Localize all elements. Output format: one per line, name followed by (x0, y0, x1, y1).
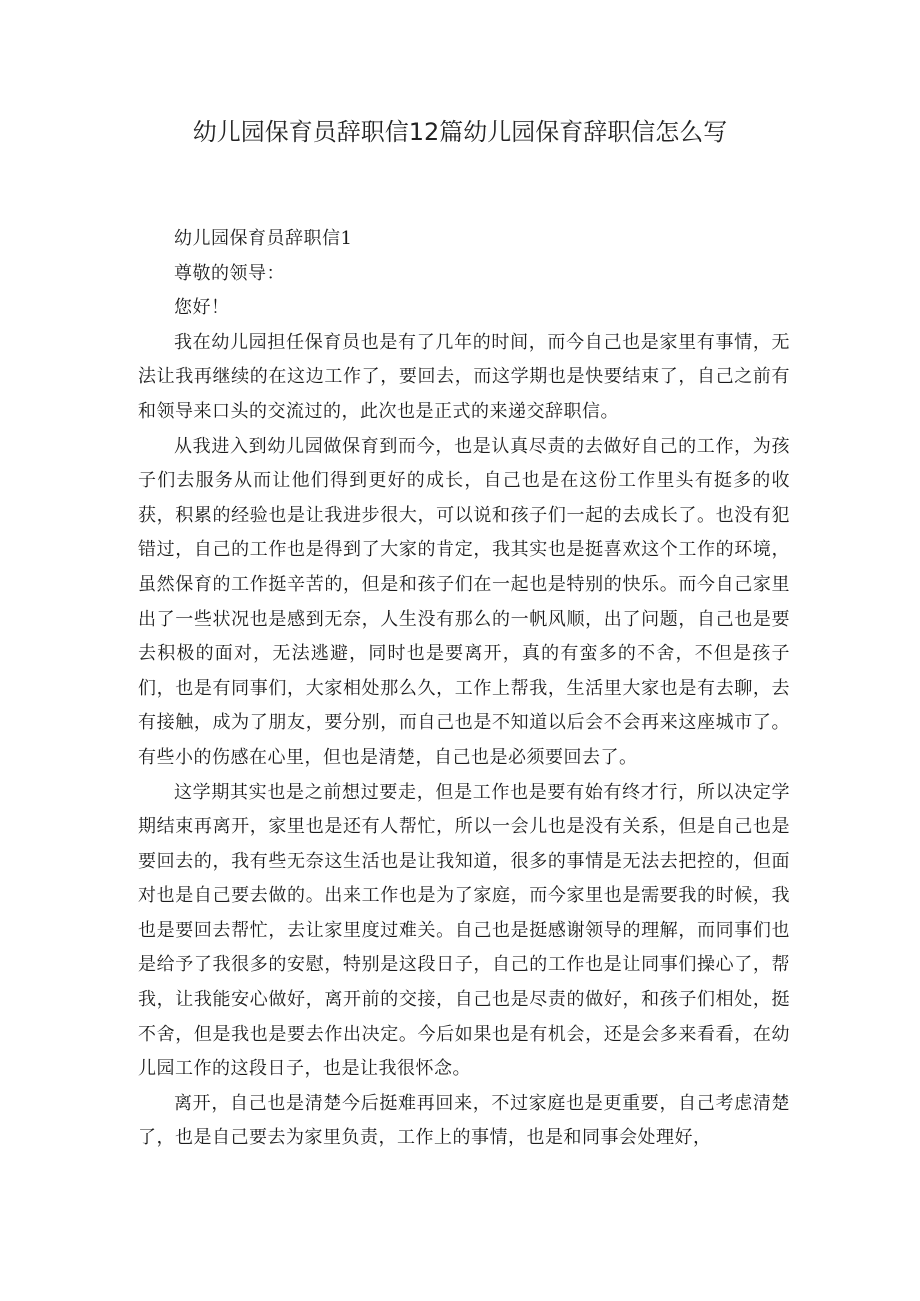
greeting: 您好！ (174, 297, 230, 319)
paragraph: 这学期其实也是之前想过要走，但是工作也是要有始有终才行，所以决定学期结束再离开，家里也是还有人帮忙，所以一会儿也是没有关系，但是自己也是要回去的，我有些无奈这生活也是让我知道，很多的事情是无法去把控的，但面对也是自己要去做的。出来工作也是为了家庭，而今家里也是需要我的时候，我也是要回去帮忙，去让家里度过难关。自己也是挺感谢领导的理解，而同事们也是给予了我很多的安慰，特别是这段日子，自己的工作也是让同事们操心了，帮我，让我能安心做好，离开前的交接，自己也是尽责的做好，和孩子们相处，挺不舍，但是我也是要去作出决定。今后如果也是有机会，还是会多来看看，在幼儿园工作的这段日子，也是让我很怀念。 (138, 781, 790, 1080)
salutation: 尊敬的领导： (174, 262, 285, 284)
paragraph: 我在幼儿园担任保育员也是有了几年的时间，而今自己也是家里有事情，无法让我再继续的在这边工作了，要回去，而这学期也是快要结束了，自己之前有和领导来口头的交流过的，此次也是正式的来递交辞职信。 (138, 331, 790, 422)
document-body (138, 222, 790, 1156)
paragraph: 离开，自己也是清楚今后挺难再回来，不过家庭也是更重要，自己考虑清楚了，也是自己要去为家里负责，工作上的事情，也是和同事会处理好， (138, 1092, 790, 1149)
paragraph: 从我进入到幼儿园做保育到而今，也是认真尽责的去做好自己的工作，为孩子们去服务从而让他们得到更好的成长，自己也是在这份工作里头有挺多的收获，积累的经验也是让我进步很大，可以说和孩子们一起的去成长了。也没有犯错过，自己的工作也是得到了大家的肯定，我其实也是挺喜欢这个工作的环境，虽然保育的工作挺辛苦的，但是和孩子们在一起也是特别的快乐。而今自己家里出了一些状况也是感到无奈，人生没有那么的一帆风顺，出了问题，自己也是要去积极的面对，无法逃避，同时也是要离开，真的有蛮多的不舍，不但是孩子们，也是有同事们，大家相处那么久，工作上帮我，生活里大家也是有去聊，去有接触，成为了朋友，要分别，而自己也是不知道以后会不会再来这座城市了。有些小的伤感在心里，但也是清楚，自己也是必须要回去了。 (138, 435, 790, 768)
section-heading: 幼儿园保育员辞职信1 (174, 228, 353, 249)
document-title: 幼儿园保育员辞职信12篇幼儿园保育辞职信怎么写 (192, 118, 728, 146)
